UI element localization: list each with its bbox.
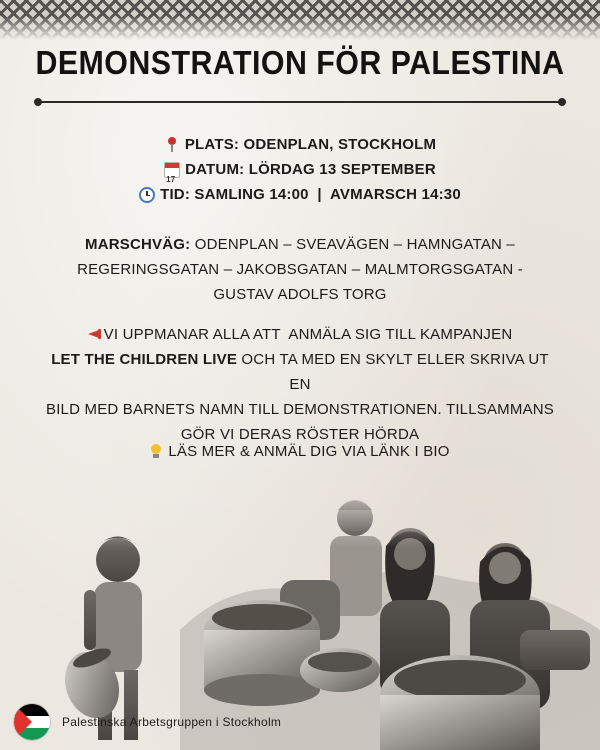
keffiyeh-pattern-border xyxy=(0,0,600,40)
pin-icon xyxy=(164,137,180,153)
route-line-2: REGERINGSGATAN – JAKOBSGATAN – MALMTORGSGATAN - xyxy=(77,261,523,278)
location-line xyxy=(0,132,600,157)
march-route xyxy=(40,232,560,307)
appeal-line-1 xyxy=(40,322,560,347)
lightbulb-icon xyxy=(150,444,162,459)
route-label: MARSCHVÄG: xyxy=(85,236,191,253)
campaign-name: LET THE CHILDREN LIVE xyxy=(51,351,238,368)
appeal-line-4: GÖR VI DERAS RÖSTER HÖRDA xyxy=(180,426,420,443)
read-more-text: LÄS MER & ANMÄL DIG VIA LÄNK I BIO xyxy=(168,443,450,460)
clock-icon xyxy=(139,187,155,203)
appeal-line-3: BILD MED BARNETS NAMN TILL DEMONSTRATIONEN. TILLSAMMANS xyxy=(45,401,555,418)
route-line-1 xyxy=(40,232,560,257)
location-text: PLATS: ODENPLAN, STOCKHOLM xyxy=(184,136,437,153)
date-line xyxy=(0,157,600,182)
appeal-line-2 xyxy=(40,347,560,397)
event-info xyxy=(0,132,600,207)
footer xyxy=(14,704,281,740)
organization-name: Palestinska Arbetsgruppen i Stockholm xyxy=(62,715,282,729)
date-text: DATUM: LÖRDAG 13 SEPTEMBER xyxy=(185,161,436,178)
time-text: TID: SAMLING 14:00 | AVMARSCH 14:30 xyxy=(160,186,461,203)
megaphone-icon xyxy=(88,328,102,340)
calendar-icon xyxy=(164,162,180,178)
appeal-text-2: OCH TA MED EN SKYLT ELLER SKRIVA UT EN xyxy=(237,351,549,393)
poster-title: DEMONSTRATION FÖR PALESTINA xyxy=(35,44,565,81)
appeal-text-1: VI UPPMANAR ALLA ATT ANMÄLA SIG TILL KAMPANJEN xyxy=(103,326,513,343)
read-more-line xyxy=(0,443,600,460)
title-divider xyxy=(38,101,562,103)
palestine-flag-icon xyxy=(14,704,50,740)
route-line-3: GUSTAV ADOLFS TORG xyxy=(213,286,387,303)
time-line xyxy=(0,182,600,207)
campaign-appeal xyxy=(40,322,560,447)
route-text-1: ODENPLAN – SVEAVÄGEN – HAMNGATAN – xyxy=(190,236,515,253)
